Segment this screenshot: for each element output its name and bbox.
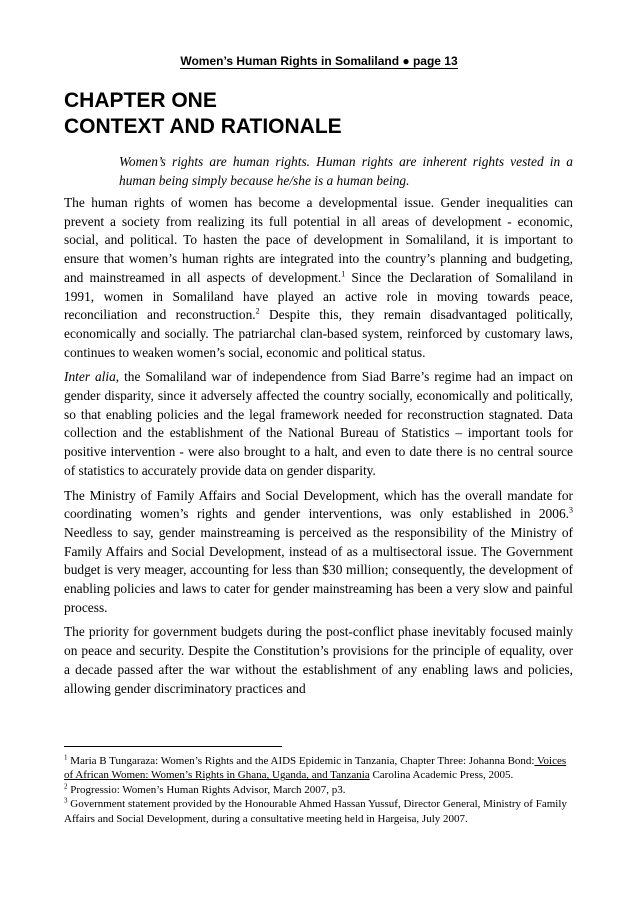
footnote-2-text: Progressio: Women’s Human Rights Advisor, March 2007, p3. <box>67 783 346 796</box>
chapter-number: CHAPTER ONE <box>64 89 217 112</box>
footnote-3-text: Government statement provided by the Honourable Ahmed Hassan Yussuf, Director General, Ministry of Family Affairs and Social Development, during a consultative meeting held in Hargeisa, July 2007. <box>64 798 567 825</box>
paragraph-4-text: The priority for government budgets during the post-conflict phase inevitably focused mainly on peace and security. Despite the Constitution’s provisions for the principle of equality, over a decade passed after the war without the establishment of any enabling laws and policies, allowing gender discriminatory practices and <box>64 624 573 696</box>
paragraph-3 <box>64 487 573 618</box>
paragraph-3-part-a: The Ministry of Family Affairs and Social Development, which has the overall mandate for coordinating women’s rights and gender interventions, was only established in 2006. <box>64 487 573 522</box>
paragraph-1 <box>64 194 573 362</box>
footnote-1-number: 1 <box>64 753 68 762</box>
body-text <box>64 194 573 704</box>
chapter-title: CONTEXT AND RATIONALE <box>64 115 342 138</box>
paragraph-2-text: , the Somaliland war of independence from Siad Barre’s regime had an impact on gender disparity, since it adversely affected the country socially, economically and politically, so that enabling policies and the legal framework needed for reconstruction stagnated. Data collection and the establishment of the National Bureau of Statistics – important tools for positive intervention - were also brought to a halt, and even to date there is no central source of statistics to accurately provide data on gender disparity. <box>64 369 573 478</box>
footnote-ref-2: 2 <box>255 306 260 316</box>
footnote-3 <box>64 797 573 826</box>
epigraph-quote: Women’s rights are human rights. Human rights are inherent rights vested in a human being simply because he/she is a human being. <box>119 154 573 188</box>
chapter-heading <box>64 88 584 140</box>
paragraph-1-part-c: Despite this, they remain disadvantaged politically, economically and socially. The patriarchal clan-based system, reinforced by customary laws, continues to weaken women’s social, economic and political status. <box>64 307 573 360</box>
footnotes <box>64 754 573 826</box>
paragraph-2 <box>64 368 573 480</box>
footnote-separator <box>64 746 282 747</box>
paragraph-1-part-b: Since the Declaration of Somaliland in 1991, women in Somaliland have played an active role in moving towards peace, reconciliation and reconstruction. <box>64 269 573 323</box>
running-header-text: Women’s Human Rights in Somaliland ● page 13 <box>180 54 458 68</box>
running-header <box>0 54 638 68</box>
footnote-1 <box>64 754 573 783</box>
footnote-2 <box>64 783 573 797</box>
paragraph-4 <box>64 623 573 698</box>
paragraph-3-part-b: Needless to say, gender mainstreaming is perceived as the responsibility of the Ministry of Family Affairs and Social Development, instead of as a multisectoral issue. The Government budget is very meager, accounting for less than $30 million; consequently, the development of enabling policies and laws to cater for gender mainstreaming has been a very slow and painful process. <box>64 524 573 615</box>
footnote-ref-3: 3 <box>569 505 573 515</box>
footnote-3-number: 3 <box>64 796 68 805</box>
footnote-2-number: 2 <box>64 782 68 791</box>
footnote-1-text-b: Carolina Academic Press, 2005. <box>369 769 514 782</box>
paragraph-2-lead: Inter alia <box>64 369 116 385</box>
footnote-ref-1: 1 <box>341 269 346 279</box>
footnote-1-text-a: Maria B Tungaraza: Women’s Rights and the AIDS Epidemic in Tanzania, Chapter Three: Johanna Bond: <box>67 755 535 767</box>
footnote-1-book-title: Voices of African Women: Women’s Rights in Ghana, Uganda, and Tanzania <box>64 755 567 782</box>
paragraph-1-part-a: The human rights of women has become a developmental issue. Gender inequalities can prevent a society from realizing its full potential in all areas of development - economic, social, and political. To hasten the pace of development in Somaliland, it is important to ensure that women’s human rights are integrated into the country’s planning and budgeting, and mainstreamed in all aspects of development. <box>64 195 573 285</box>
